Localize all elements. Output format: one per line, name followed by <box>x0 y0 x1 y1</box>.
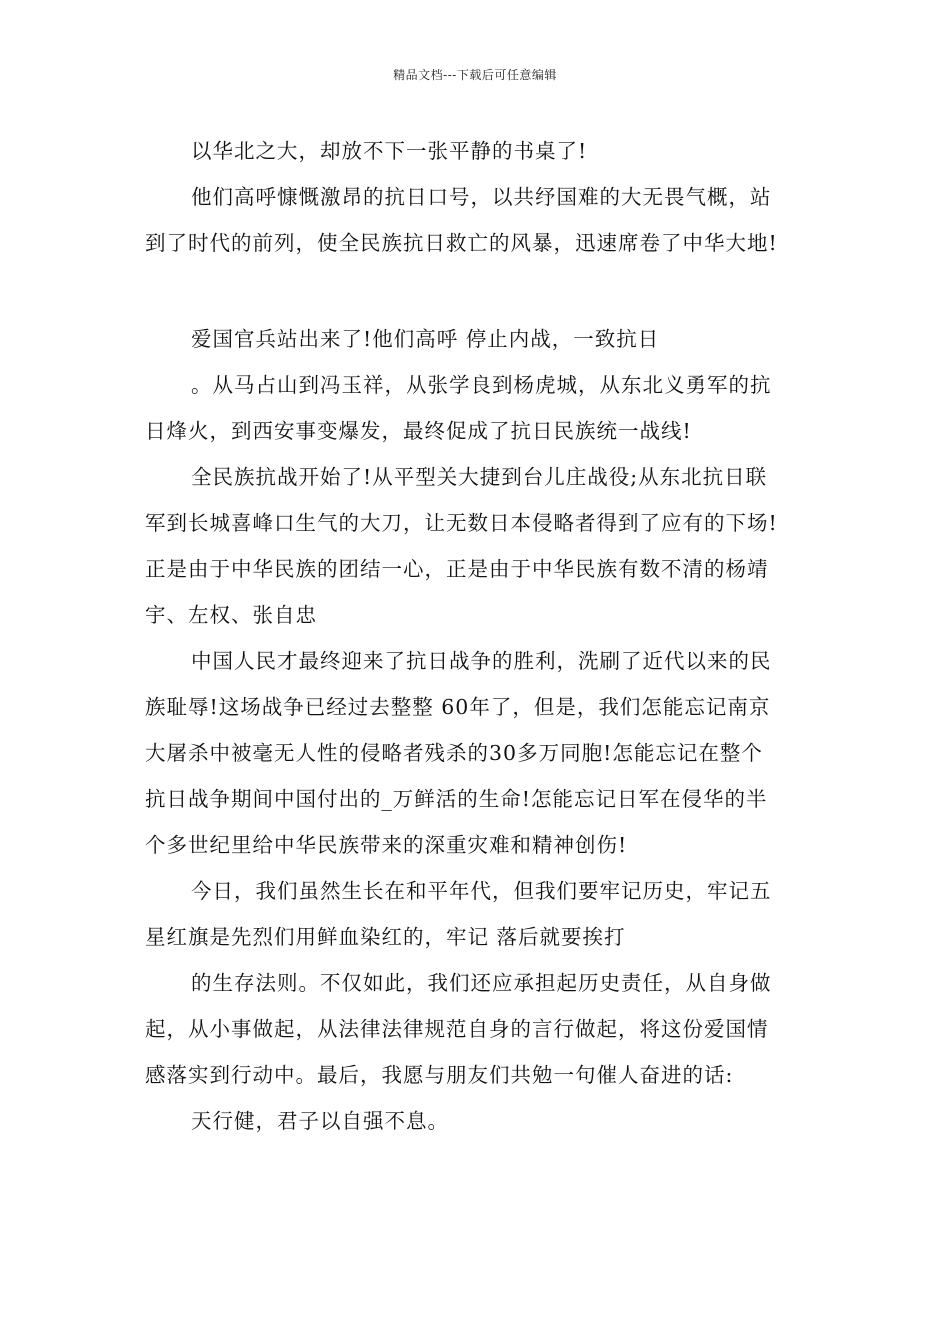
document-body <box>145 128 815 1144</box>
text-line: 天行健，君子以自强不息。 <box>191 1109 449 1133</box>
text-line: 的生存法则。不仅如此，我们还应承担起历史责任，从自身做 <box>191 971 772 995</box>
text-line: 。从马占山到冯玉祥，从张学良到杨虎城，从东北义勇军的抗 <box>191 373 772 397</box>
text-line: 他们高呼慷慨激昂的抗日口号，以共纾国难的大无畏气概，站 <box>191 185 772 209</box>
text-line: 日烽火，到西安事变爆发，最终促成了抗日民族统一战线! <box>145 419 692 443</box>
text-line: 今日，我们虽然生长在和平年代，但我们要牢记历史，牢记五 <box>191 879 772 903</box>
text-line: 抗日战争期间中国付出的_万鲜活的生命!怎能忘记日军在侵华的半 <box>145 787 768 811</box>
text-line: 以华北之大，却放不下一张平静的书桌了! <box>191 139 588 163</box>
text-line: 到了时代的前列，使全民族抗日救亡的风暴，迅速席卷了中华大地! <box>145 231 778 255</box>
text-line: 感落实到行动中。最后，我愿与朋友们共勉一句催人奋进的话: <box>145 1063 734 1087</box>
text-line: 中国人民才最终迎来了抗日战争的胜利，洗刷了近代以来的民 <box>191 649 772 673</box>
text-line: 起，从小事做起，从法律法律规范自身的言行做起，将这份爱国情 <box>145 1017 769 1041</box>
text-line: 宇、左权、张自忠 <box>145 603 317 627</box>
text-line: 族耻辱!这场战争已经过去整整 60年了，但是，我们怎能忘记南京 <box>145 695 771 719</box>
text-line: 军到长城喜峰口生气的大刀，让无数日本侵略者得到了应有的下场! <box>145 511 778 535</box>
text-line: 大屠杀中被毫无人性的侵略者残杀的30多万同胞!怎能忘记在整个 <box>145 741 763 765</box>
text-line: 全民族抗战开始了!从平型关大捷到台儿庄战役;从东北抗日联 <box>191 465 768 489</box>
text-line: 星红旗是先烈们用鲜血染红的，牢记 落后就要挨打 <box>145 925 626 949</box>
text-line: 爱国官兵站出来了!他们高呼 停止内战，一致抗日 <box>191 327 660 351</box>
text-line: 个多世纪里给中华民族带来的深重灾难和精神创伤! <box>145 833 628 857</box>
paragraph-gap <box>145 266 815 316</box>
text-line: 正是由于中华民族的团结一心，正是由于中华民族有数不清的杨靖 <box>145 557 769 581</box>
page-header: 精品文档---下载后可任意编辑 <box>393 68 557 82</box>
